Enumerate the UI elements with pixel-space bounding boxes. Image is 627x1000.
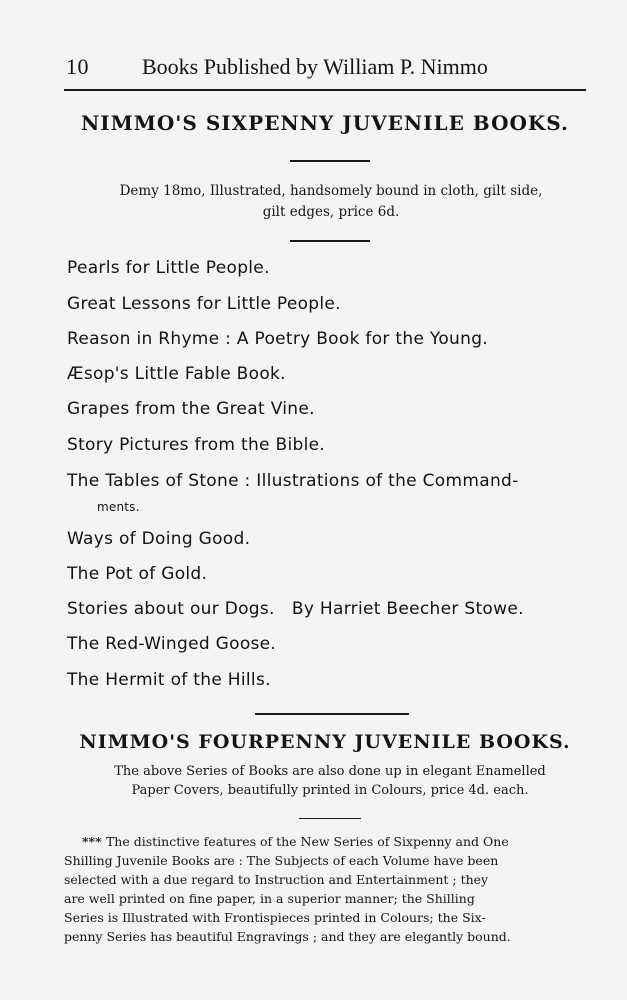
book-title: Æsop's Little Fable Book. — [67, 364, 286, 384]
page-header — [66, 50, 584, 84]
book-title: Stories about our Dogs. By Harriet Beecher Stowe. — [67, 599, 524, 619]
page-number: 10 — [66, 54, 89, 79]
footnote-line: selected with a due regard to Instruction and Entertainment ; they — [64, 872, 489, 887]
divider-rule — [290, 240, 370, 242]
footnote-line: are well printed on fine paper, in a superior manner; the Shilling — [64, 891, 475, 906]
divider-rule — [290, 160, 370, 162]
footnote — [64, 832, 600, 946]
asterism-mark: *** — [82, 834, 106, 849]
note-line: Paper Covers, beautifully printed in Colours, price 4d. each. — [131, 783, 529, 798]
book-title: The Red-Winged Goose. — [67, 634, 277, 654]
book-title: Great Lessons for Little People. — [67, 294, 341, 314]
running-title: Books Published by William P. Nimmo — [142, 54, 488, 79]
book-title: The Tables of Stone : Illustrations of the Command- — [67, 471, 519, 491]
book-title: Reason in Rhyme : A Poetry Book for the Young. — [67, 329, 488, 349]
sixpenny-section-title: NIMMO'S SIXPENNY JUVENILE BOOKS. — [80, 111, 570, 135]
book-title: Grapes from the Great Vine. — [67, 399, 315, 419]
footnote-line: Shilling Juvenile Books are : The Subjects of each Volume have been — [64, 853, 499, 868]
divider-rule — [255, 713, 409, 715]
description-line: Demy 18mo, Illustrated, handsomely bound in cloth, gilt side, — [119, 183, 543, 199]
divider-rule — [299, 818, 361, 819]
book-title: Story Pictures from the Bible. — [67, 435, 326, 455]
header-rule — [64, 89, 586, 91]
note-line: The above Series of Books are also done up in elegant Enamelled — [114, 764, 546, 779]
fourpenny-section-title: NIMMO'S FOURPENNY JUVENILE BOOKS. — [79, 731, 571, 753]
book-title: The Hermit of the Hills. — [67, 670, 271, 690]
book-title: Pearls for Little People. — [67, 258, 270, 278]
footnote-line: Series is Illustrated with Frontispieces printed in Colours; the Six- — [64, 910, 486, 925]
book-title-continuation: ments. — [97, 500, 140, 514]
footnote-line: penny Series has beautiful Engravings ; and they are elegantly bound. — [64, 929, 511, 944]
footnote-text: The distinctive features of the New Series of Sixpenny and One — [105, 834, 509, 849]
fourpenny-note — [62, 762, 598, 800]
footnote-line — [64, 832, 600, 851]
sixpenny-description — [80, 181, 582, 223]
book-title: The Pot of Gold. — [67, 564, 208, 584]
description-line: gilt edges, price 6d. — [262, 204, 400, 220]
book-title: Ways of Doing Good. — [67, 529, 251, 549]
